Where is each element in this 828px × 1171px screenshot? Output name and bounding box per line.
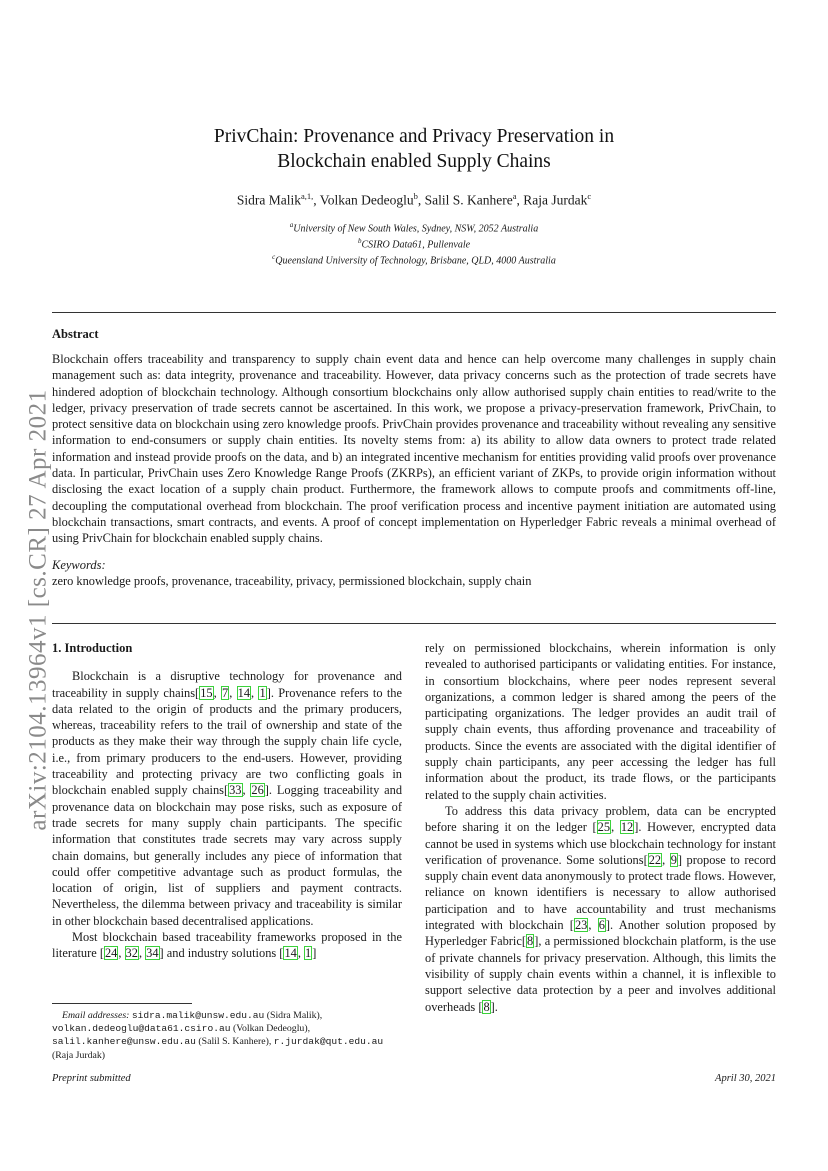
citation-link[interactable]: 25 — [597, 820, 611, 835]
affiliation-text: Queensland University of Technology, Brisbane, QLD, 4000 Australia — [275, 255, 556, 267]
abstract-section — [52, 327, 776, 589]
right-column — [425, 640, 776, 1015]
author-list: Sidra Malik$^{a,1,}$, Volkan Dedeoglu$^b$, Salil S. Kanhere$^a$, Raja Jurdak$^c$ — [236, 191, 592, 208]
text-run: Blockchain is a disruptive technology for provenance and traceability in supply chains[ — [52, 669, 402, 700]
email-link[interactable]: r.jurdak@qut.edu.au — [273, 1036, 384, 1048]
left-column — [52, 640, 402, 962]
text-run: ] propose to record supply chain event data anonymously to protect trade flows. However, reliance on known identifiers is necessary to allow authorised participation and to have accountability and trust mechanisms integrated with blockchain [ — [425, 852, 776, 933]
author-sup: a,1, — [300, 191, 314, 201]
citation-link[interactable]: 15 — [200, 685, 213, 700]
abstract-top-rule — [52, 312, 776, 313]
text-run: ] — [312, 946, 317, 961]
affiliation — [0, 235, 828, 251]
author-name: Raja Jurdak — [523, 192, 588, 208]
citation-link[interactable]: 1 — [305, 946, 312, 961]
text-run: ]. Provenance refers to the data related to the origin of products and the primary producers, whereas, traceability refers to the trail of ownership and state of the products as they make their way through the supply chain life cycle, i.e., from primary producers to the end-users. However, providing traceability and protecting privacy are two conflicting goals in blockchain enabled supply chains[ — [52, 685, 402, 798]
citation-link[interactable]: 7 — [222, 685, 229, 700]
paragraph: To address this data privacy problem, data can be encrypted before sharing it on the ledger [25, 12]. However, encrypted data cannot be used in systems which use blockchain technology for instant verification of provenance. Some solutions[22, 9] propose to record supply chain event data anonymously to protect trade flows. However, reliance on known identifiers is necessary to allow authorised participation and to have accountability and trust mechanisms integrated with blockchain [23, 6]. Another solution proposed by Hyperledger Fabric[8], a permissioned blockchain platform, is the use of private channels for privacy preservation. Although, this limits the visibility of supply chain events within a channel, it is inflexible to support selective data protection by a peer and involves additional overheads [8]. — [425, 803, 776, 1014]
citation-link[interactable]: 8 — [526, 934, 534, 949]
affiliation-sup: b — [357, 236, 362, 245]
citation-link[interactable]: 24 — [104, 946, 118, 961]
text-run: ]. Another solution proposed by Hyperledger Fabric[ — [425, 918, 776, 949]
author-sup: c — [587, 191, 592, 201]
footer-date: April 30, 2021 — [715, 1073, 776, 1084]
email-link[interactable]: sidra.malik@unsw.edu.au — [131, 1010, 265, 1021]
title-block — [0, 124, 828, 267]
footnote-rule — [52, 1003, 192, 1004]
title-line-2: Blockchain enabled Supply Chains — [277, 151, 551, 172]
citation-link[interactable]: 34 — [146, 946, 159, 961]
affiliation-text: University of New South Wales, Sydney, NSW, 2052 Australia — [293, 222, 539, 234]
affiliation-sup: c — [272, 253, 276, 262]
keywords-label: Keywords: — [52, 557, 106, 572]
paragraph: Most blockchain based traceability frameworks proposed in the literature [24, 32, 34] and industry solutions [14, 1] — [52, 930, 402, 961]
citation-link[interactable]: 14 — [284, 946, 297, 961]
footnote-emails — [52, 1009, 404, 1062]
arxiv-id-text: arXiv:2104.13964v1 [cs.CR] 27 Apr 2021 — [25, 389, 53, 831]
author-sup: b — [413, 191, 418, 201]
text-run: ]. However, encrypted data cannot be used in systems which use blockchain technology for instant verification of provenance. Some solutions[ — [425, 820, 776, 867]
author-name: Sidra Malik — [236, 192, 301, 208]
affiliation-text: CSIRO Data61, Pullenvale — [361, 239, 471, 251]
abstract-bottom-rule — [52, 623, 776, 624]
text-run: ] and industry solutions [ — [159, 946, 284, 961]
citation-link[interactable]: 1 — [259, 685, 266, 700]
email-owner: (Volkan Dedeoglu), — [232, 1023, 311, 1035]
author-name: Volkan Dedeoglu — [319, 192, 414, 208]
email-owner: (Salil S. Kanhere), — [198, 1036, 272, 1048]
text-run: ]. Logging traceability and provenance data on blockchain may pose risks, such as exposure of trade secrets for many supply chain participants. The specific information that constitutes trade secrets may vary across supply chain domains, but generally includes any piece of information that could offer competitive advantage such as product formulas, the location of origin, list of suppliers and payment contracts. Nevertheless, the dilemma between privacy and traceability is similar in other blockchain based decentralised applications. — [52, 783, 403, 928]
text-run: Most blockchain based traceability frameworks proposed in the literature [ — [52, 930, 402, 961]
citation-link[interactable]: 6 — [598, 918, 605, 933]
citation-link[interactable]: 14 — [237, 685, 251, 700]
affiliation — [0, 251, 828, 267]
text-run: To address this data privacy problem, data can be encrypted before sharing it on the ledger [ — [425, 803, 776, 835]
footer-preprint: Preprint submitted — [52, 1073, 131, 1084]
author-sup: a — [512, 191, 517, 201]
section-heading-introduction: 1. Introduction — [52, 641, 133, 655]
abstract-text: Blockchain offers traceability and transparency to supply chain event data and hence can help overcome many challenges in supply chain management such as: data integrity, provenance and traceability. However, data privacy concerns such as the protection of trade secrets have hindered adoption of blockchain technology. Although consortium blockchains only allow authorised supply chain entities to read/write to the ledger, privacy preservation of trade secrets cannot be ascertained. In this work, we propose a privacy-preservation framework, PrivChain, to protect sensitive data on blockchain using zero knowledge proofs. PrivChain provides provenance and traceability without revealing any sensitive information to end-consumers or supply chain entities. Its novelty stems from: a) its ability to allow data owners to protect trade related information and instead provide proofs on the data, and b) an integrated incentive mechanism for entities providing valid proofs over provenance data. In particular, PrivChain uses Zero Knowledge Range Proofs (ZKRPs), an efficient variant of ZKPs, to provide origin information without disclosing the exact location of a supply chain product. Furthermore, the framework allows to compute proofs and commitments off-line, decoupling the computational overhead from blockchain. The proof verification process and incentive payment initiation are automated using blockchain transactions, smart contracts, and events. A proof of concept implementation on Hyperledger Fabric reveals a minimal overhead of using PrivChain for blockchain enabled supply chains. — [52, 352, 776, 546]
paragraph: Blockchain is a disruptive technology for provenance and traceability in supply chains[15, 7, 14, 1]. Provenance refers to the data related to the origin of products and the primary producers, whereas, traceability refers to the trail of ownership and state of the products as they make their way through the supply chain life cycle, i.e., from primary producers to the end-users. However, providing traceability and protecting privacy are two conflicting goals in blockchain enabled supply chains[33, 26]. Logging traceability and provenance data on blockchain may pose risks, such as exposure of trade secrets for many supply chain participants. The specific information that constitutes trade secrets may vary across supply chain domains, but generally includes any piece of information that could offer competitive advantage such as product formulas, the location of origin, list of suppliers and payment contracts. Nevertheless, the dilemma between privacy and traceability is similar in other blockchain based decentralised applications. — [52, 669, 403, 928]
citation-link[interactable]: 23 — [574, 918, 588, 933]
citation-link[interactable]: 32 — [125, 946, 138, 961]
affiliation-sup: a — [289, 220, 294, 229]
paper-title — [0, 124, 828, 174]
email-owner: (Raja Jurdak) — [52, 1049, 106, 1061]
paragraph: rely on permissioned blockchains, wherein information is only revealed to authorised participants or validating entities. For instance, in consortium blockchains, where peer nodes represent several organizations, a common ledger is shared among the peers of the participating organizations. The ledger provides an audit trail of supply chain events, thus affording provenance and traceability of products. Since the events are associated with the digital identifier of supply chain participants, any peer accessing the ledger has full information about the product, its trade flows, or the participants related to the supply chain activities. — [425, 641, 776, 802]
citation-link[interactable]: 8 — [483, 999, 490, 1014]
citation-link[interactable]: 26 — [251, 783, 264, 798]
citation-link[interactable]: 12 — [620, 820, 634, 835]
citation-link[interactable]: 9 — [670, 852, 677, 867]
text-run: ], a permissioned blockchain platform, is the use of private channels for privacy preservation. Although, this limits the visibility of supply chain events within a channel, it is inflexible to support selective data protection by a peer and involves additional overheads [ — [425, 934, 776, 1014]
citation-link[interactable]: 22 — [648, 852, 662, 867]
affiliation — [0, 219, 828, 235]
footnote-label: Email addresses: — [62, 1010, 130, 1021]
citation-link[interactable]: 33 — [229, 783, 242, 798]
title-line-1: PrivChain: Provenance and Privacy Preservation in — [213, 126, 615, 147]
author-name: Salil S. Kanhere — [424, 192, 513, 208]
keywords-text: zero knowledge proofs, provenance, traceability, privacy, permissioned blockchain, supply chain — [52, 573, 532, 588]
email-link[interactable]: salil.kanhere@unsw.edu.au — [52, 1036, 196, 1048]
affiliation-list — [0, 219, 828, 268]
text-run: ]. — [490, 999, 498, 1014]
email-owner: (Sidra Malik), — [266, 1010, 323, 1021]
abstract-heading: Abstract — [52, 327, 99, 341]
email-link[interactable]: volkan.dedeoglu@data61.csiro.au — [52, 1023, 231, 1035]
